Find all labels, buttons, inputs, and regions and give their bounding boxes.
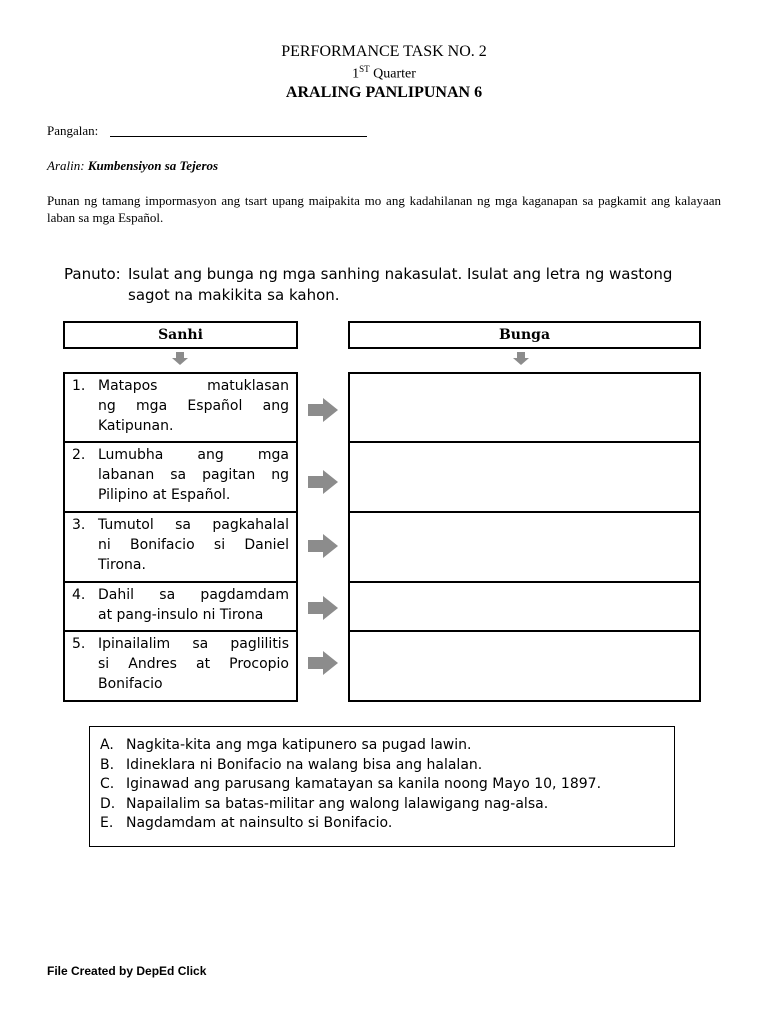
sanhi-text-line: Pilipino at Español. — [98, 487, 231, 503]
choice-item — [100, 795, 664, 815]
sanhi-text-line: ni Bonifacio si Daniel — [98, 537, 289, 553]
right-arrow-icon — [308, 596, 338, 620]
bunga-answer-box-3[interactable] — [348, 513, 701, 583]
sanhi-text-line: si Andres at Procopio — [98, 656, 289, 672]
sanhi-cell-4 — [63, 583, 298, 632]
choice-letter: B. — [100, 756, 115, 773]
right-arrow-icon — [308, 398, 338, 422]
quarter-word: Quarter — [373, 66, 416, 82]
panuto-line-1: Isulat ang bunga ng mga sanhing nakasulat. Isulat ang letra ng wastong — [128, 265, 673, 283]
right-arrow-icon — [308, 651, 338, 675]
panuto-block — [64, 264, 714, 306]
instructions-text: Punan ng tamang impormasyon ang tsart upang maipakita mo ang kadahilanan ng mga kaganapan sa pagkamit ang kalayaan laban sa mga Español. — [47, 193, 721, 225]
quarter-suffix: ST — [359, 64, 370, 74]
sanhi-cell-1 — [63, 372, 298, 443]
sanhi-number: 5. — [72, 636, 86, 652]
aralin-value: Kumbensiyon sa Tejeros — [87, 158, 219, 173]
sanhi-number: 1. — [72, 378, 86, 394]
choices-box — [89, 726, 675, 847]
sanhi-number: 2. — [72, 447, 86, 463]
sanhi-text-line: Bonifacio — [98, 676, 163, 692]
bunga-answer-box-4[interactable] — [348, 583, 701, 632]
task-title: PERFORMANCE TASK NO. 2 — [281, 43, 487, 60]
right-arrow-icon — [308, 534, 338, 558]
name-input-line[interactable] — [110, 136, 367, 137]
choice-text: Nagkita-kita ang mga katipunero sa pugad lawin. — [126, 737, 472, 753]
sanhi-number: 4. — [72, 587, 86, 603]
choice-text: Iginawad ang parusang kamatayan sa kanila noong Mayo 10, 1897. — [126, 776, 602, 792]
right-arrow-icon — [308, 470, 338, 494]
choice-text: Idineklara ni Bonifacio na walang bisa ang halalan. — [126, 756, 483, 773]
quarter-label — [0, 64, 768, 83]
choice-letter: C. — [100, 776, 115, 792]
panuto-line-2: sagot na makikita sa kahon. — [128, 286, 340, 304]
aralin-row — [47, 158, 218, 174]
sanhi-text-line: Matapos matuklasan — [98, 378, 289, 394]
sanhi-header: Sanhi — [63, 321, 298, 349]
sanhi-text-line: ng mga Español ang — [98, 398, 289, 414]
footer-credit: File Created by DepEd Click — [47, 964, 207, 978]
sanhi-text-line: at pang-insulo ni Tirona — [98, 607, 264, 623]
sanhi-text-line: Tumutol sa pagkahalal — [98, 517, 289, 533]
bunga-answer-box-1[interactable] — [348, 372, 701, 443]
choice-item — [100, 736, 664, 756]
sanhi-text-line: Lumubha ang mga — [98, 447, 289, 463]
sanhi-text-line: Katipunan. — [98, 418, 174, 434]
subject-title: ARALING PANLIPUNAN 6 — [285, 84, 483, 101]
name-label: Pangalan: — [47, 123, 99, 138]
choice-item — [100, 775, 664, 795]
sanhi-text-line: Tirona. — [98, 557, 146, 573]
aralin-label: Aralin: — [47, 158, 85, 173]
choice-text: Nagdamdam at nainsulto si Bonifacio. — [126, 815, 393, 831]
sanhi-text-line: Dahil sa pagdamdam — [98, 587, 289, 603]
bunga-header: Bunga — [348, 321, 701, 349]
bunga-answer-box-5[interactable] — [348, 632, 701, 702]
sanhi-cell-2 — [63, 443, 298, 513]
panuto-label: Panuto: — [64, 265, 121, 283]
bunga-answer-box-2[interactable] — [348, 443, 701, 513]
choice-letter: E. — [100, 815, 114, 831]
quarter-number: 1 — [352, 66, 360, 82]
sanhi-text-line: labanan sa pagitan ng — [98, 467, 289, 483]
choice-item — [100, 756, 664, 776]
sanhi-number: 3. — [72, 517, 86, 533]
choice-text: Napailalim sa batas-militar ang walong lalawigang nag-alsa. — [126, 795, 549, 812]
choice-item — [100, 814, 664, 834]
choice-letter: A. — [100, 737, 114, 753]
sanhi-cell-5 — [63, 632, 298, 702]
sanhi-cell-3 — [63, 513, 298, 583]
choice-letter: D. — [100, 795, 116, 812]
sanhi-text-line: Ipinailalim sa paglilitis — [98, 636, 289, 652]
